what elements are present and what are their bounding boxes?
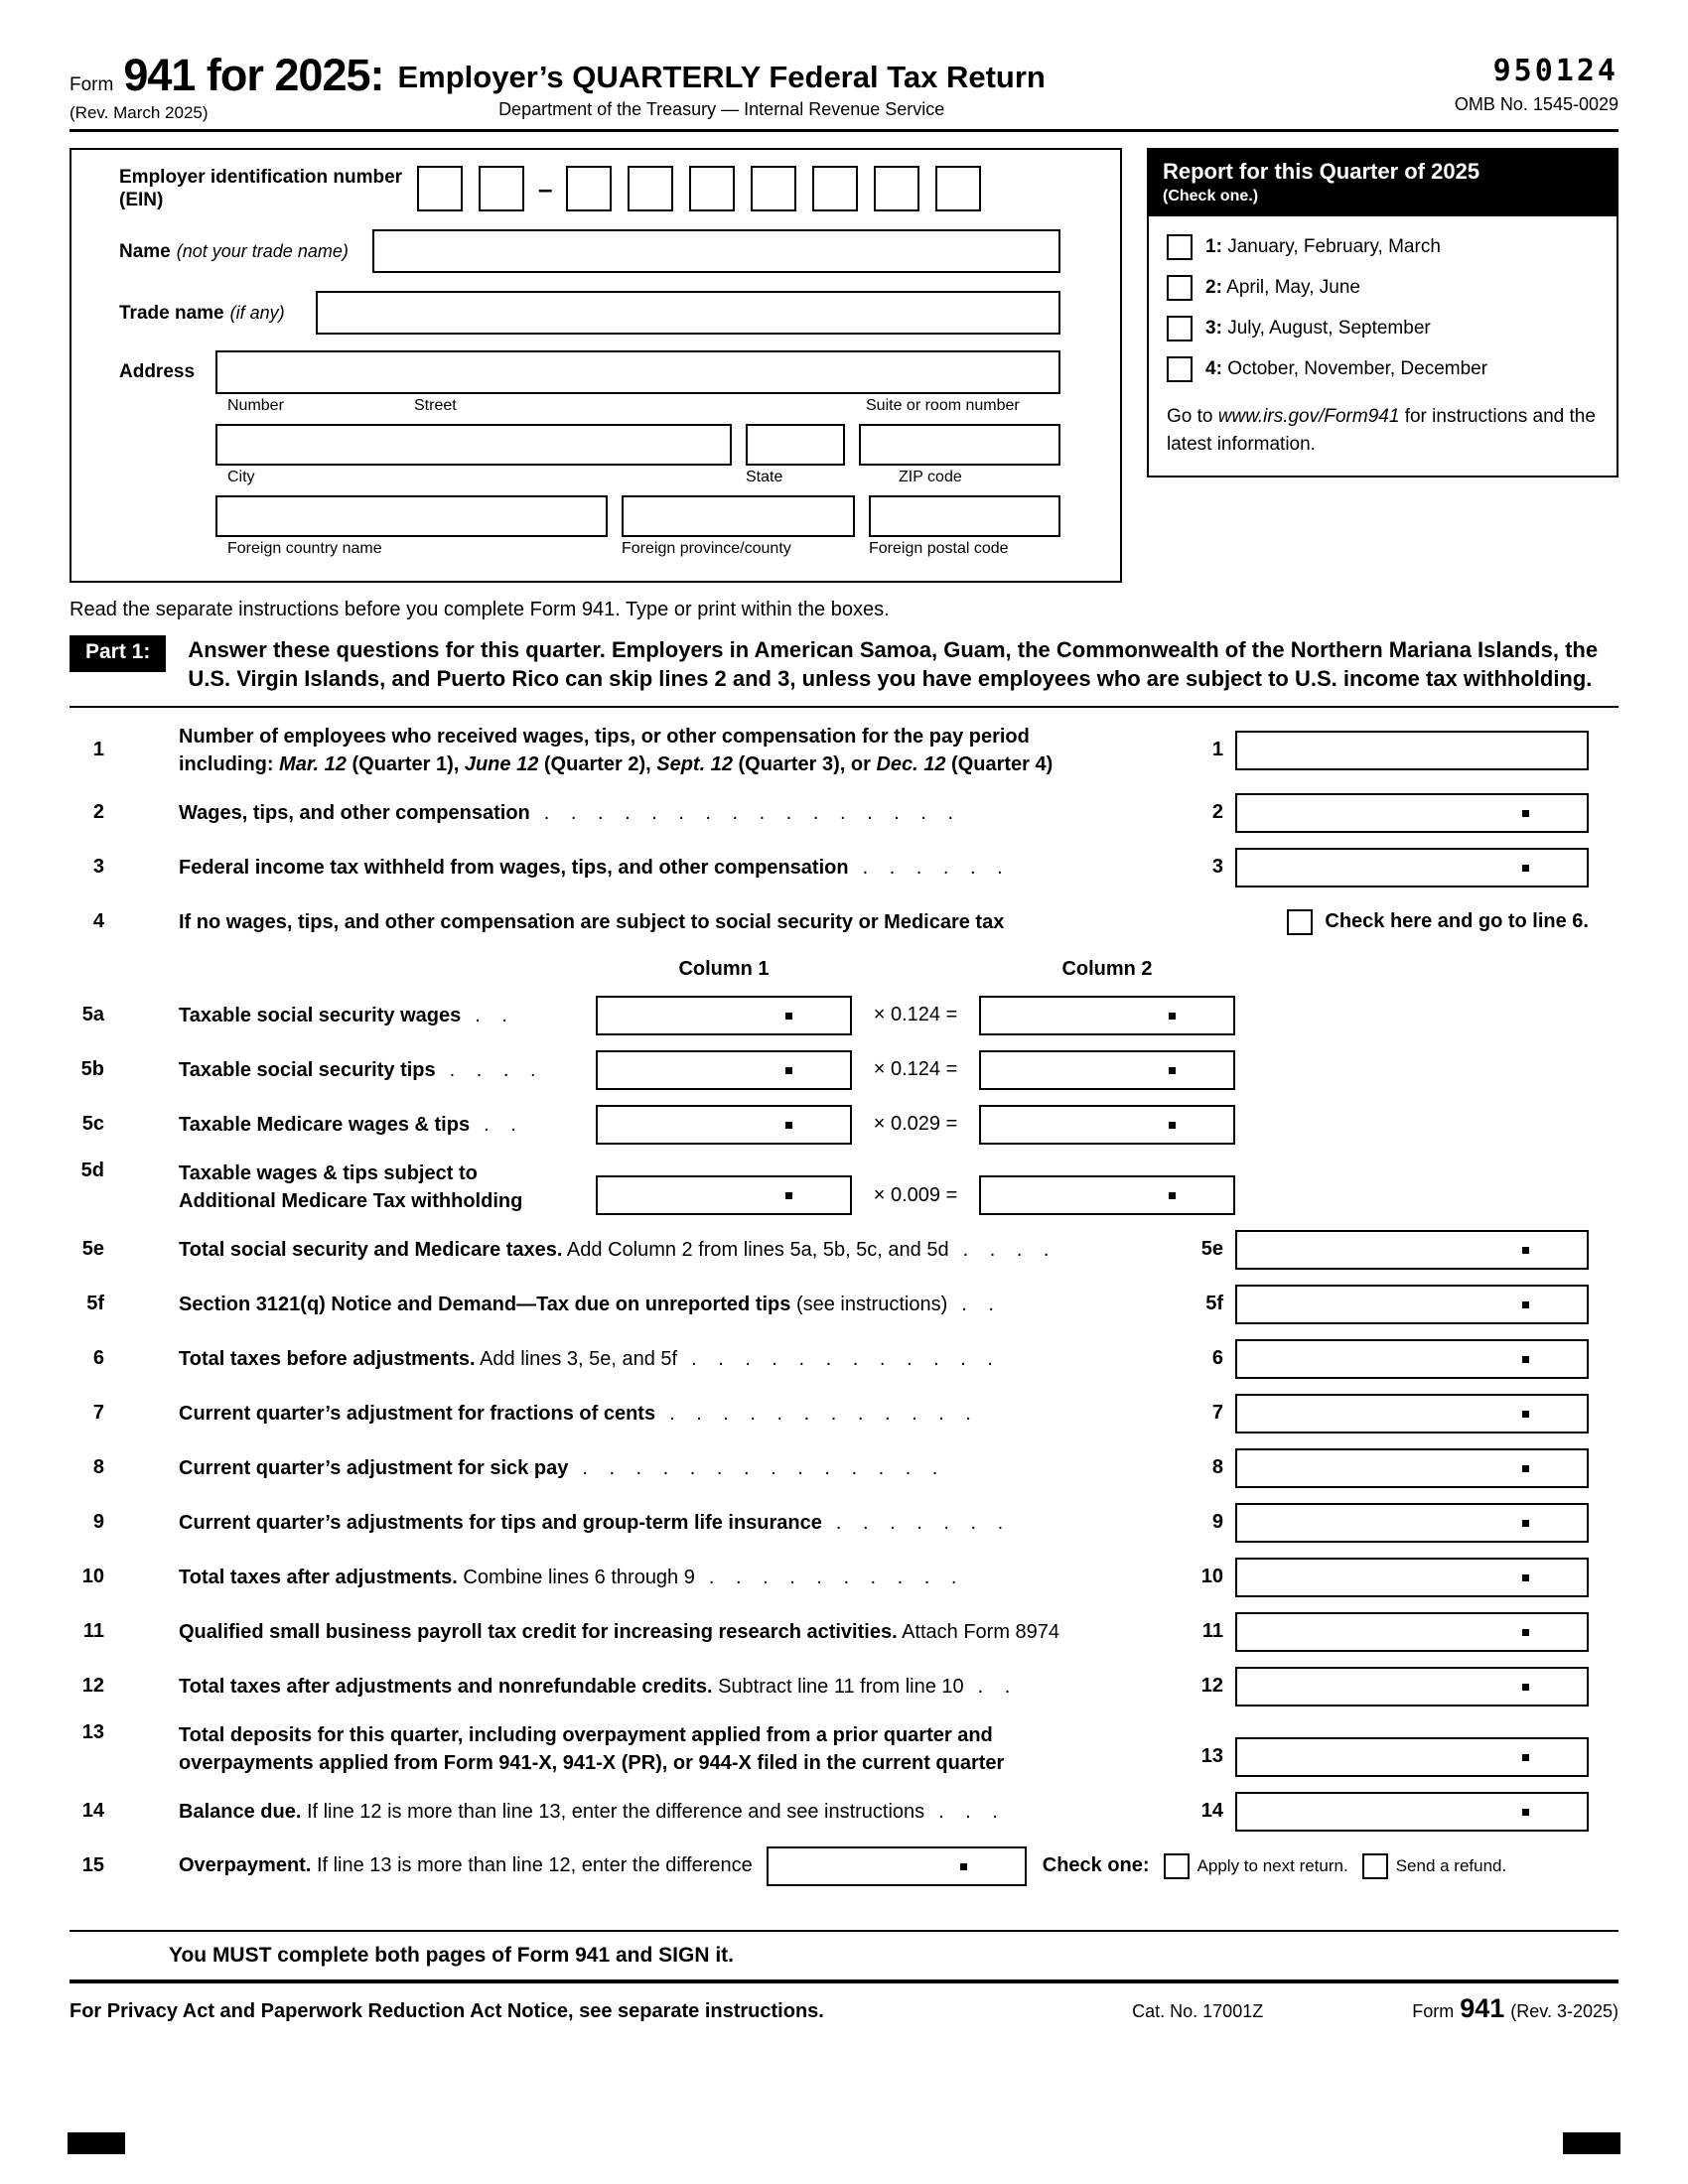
line-15-number: 15 (81, 1854, 104, 1876)
line-13-amount-input[interactable] (1235, 1737, 1589, 1777)
line-5e-row (70, 1230, 1618, 1270)
decimal-point-icon (960, 1863, 967, 1870)
form-code-block (1455, 50, 1618, 115)
dot-leader: . . . . . . . . . . . . . . (582, 1456, 946, 1479)
trade-name-hint: (if any) (229, 302, 285, 323)
line-1-employees-input[interactable] (1235, 731, 1589, 770)
city-captions (215, 469, 1060, 486)
quarter-options (1149, 216, 1617, 382)
line-9-row (70, 1503, 1618, 1543)
line-7-amount-input[interactable] (1235, 1394, 1589, 1433)
line-6-amount-input[interactable] (1235, 1339, 1589, 1379)
line-1-label: Number of employees who received wages, tips, or other compensation for the pay period including: Mar. 12 (Quarter 1), June 12 (Quarter 2), Sept. 12 (Quarter 3), or Dec. 12 (Quarter 4) (179, 725, 1054, 775)
decimal-point-icon (785, 1013, 792, 1020)
line-15-row (70, 1846, 1618, 1886)
line-7-row (70, 1394, 1618, 1433)
line-5d-multiplier: × 0.009 = (873, 1183, 958, 1206)
quarter-option-2: 2: April, May, June (1167, 275, 1599, 301)
line-14-amount-input[interactable] (1235, 1792, 1589, 1832)
line-5c-row (70, 1105, 1618, 1145)
quarter-box-header (1149, 150, 1617, 216)
line-8-label: Current quarter’s adjustment for sick pay . . . . . . . . . . . . . . (179, 1456, 946, 1479)
decimal-point-icon (785, 1122, 792, 1129)
address-row (119, 350, 1060, 567)
line-11-row (70, 1612, 1618, 1652)
ein-digit-box[interactable] (417, 166, 463, 211)
line-2-row (70, 793, 1618, 833)
foreign-province-caption: Foreign province/county (622, 540, 791, 557)
line-14-box-number: 14 (1200, 1800, 1223, 1822)
trade-name-row (119, 291, 1060, 335)
line-5d-col2-input[interactable] (979, 1175, 1235, 1215)
line-8-row (70, 1448, 1618, 1488)
employer-identity-box (70, 148, 1122, 583)
line-12-row (70, 1667, 1618, 1706)
line-5a-number: 5a (81, 1004, 104, 1025)
ein-label: Employer identification number (EIN) (119, 167, 403, 210)
quarter-box-subtitle: (Check one.) (1163, 188, 1259, 205)
line-5c-number: 5c (81, 1113, 104, 1135)
decimal-point-icon (785, 1067, 792, 1074)
line-1-box-number: 1 (1211, 739, 1223, 760)
line-3-amount-input[interactable] (1235, 848, 1589, 887)
foreign-country-input[interactable] (215, 495, 608, 537)
line-9-label: Current quarter’s adjustments for tips and group-term life insurance . . . . . . . (179, 1511, 1012, 1534)
dot-leader: . . (977, 1675, 1019, 1698)
line-5f-number: 5f (86, 1293, 104, 1314)
ein-digit-box[interactable] (689, 166, 735, 211)
foreign-country-caption: Foreign country name (227, 540, 382, 557)
line-1-row (70, 723, 1618, 778)
line-11-number: 11 (82, 1620, 104, 1642)
line-12-number: 12 (81, 1675, 104, 1697)
line-5a-col1-input[interactable] (596, 996, 852, 1035)
line-3-box-number: 3 (1211, 856, 1223, 878)
line-14-row (70, 1792, 1618, 1832)
ein-digit-box[interactable] (935, 166, 981, 211)
line-5a-multiplier: × 0.124 = (873, 1004, 958, 1025)
line-13-row (70, 1721, 1618, 1777)
line-13-box-number: 13 (1200, 1744, 1223, 1767)
scan-code: 950124 (1492, 54, 1618, 88)
dot-leader: . . . . . . . . . . . . . . . . (543, 801, 962, 824)
form-revision: (Rev. March 2025) (70, 103, 209, 122)
decimal-point-icon (1522, 1411, 1529, 1418)
address-label: Address (119, 361, 196, 382)
quarter-option-3: 3: July, August, September (1167, 316, 1599, 341)
line-2-amount-input[interactable] (1235, 793, 1589, 833)
form-word: Form (70, 74, 114, 95)
decimal-point-icon (1522, 1356, 1529, 1363)
name-input[interactable] (372, 229, 1060, 273)
decimal-point-icon (1522, 1629, 1529, 1636)
decimal-point-icon (1522, 1754, 1529, 1761)
ein-digit-box[interactable] (479, 166, 524, 211)
decimal-point-icon (1522, 1574, 1529, 1581)
line-5c-multiplier: × 0.029 = (873, 1113, 958, 1135)
footer-rule (70, 1979, 1618, 1983)
header-rule (70, 129, 1618, 132)
ein-digit-box[interactable] (812, 166, 858, 211)
quarter-select-box (1147, 148, 1618, 478)
line-5d-label: Taxable wages & tips subject to Additional Medicare Tax withholding (179, 1161, 523, 1212)
quarter-1-checkbox[interactable] (1167, 234, 1193, 260)
quarter-box-title: Report for this Quarter of 2025 (1163, 159, 1480, 184)
quarter-option-1: 1: January, February, March (1167, 234, 1599, 260)
goto-instructions-note: Go to www.irs.gov/Form941 for instructions and the latest information. (1167, 406, 1596, 455)
apply-to-next-return-checkbox[interactable] (1164, 1853, 1190, 1879)
foreign-postal-input[interactable] (869, 495, 1060, 537)
ein-digit-box[interactable] (566, 166, 612, 211)
trade-name-label: Trade name (119, 302, 224, 324)
decimal-point-icon (1169, 1067, 1176, 1074)
line-5a-row (70, 996, 1618, 1035)
column-2-header: Column 2 (1061, 957, 1153, 980)
city-input[interactable] (215, 424, 732, 466)
line-12-amount-input[interactable] (1235, 1667, 1589, 1706)
quarter-2-checkbox[interactable] (1167, 275, 1193, 301)
department-line: Department of the Treasury — Internal Revenue Service (498, 99, 945, 119)
line-10-row (70, 1558, 1618, 1597)
line-8-number: 8 (92, 1456, 104, 1478)
line-5b-number: 5b (80, 1058, 104, 1080)
line-10-box-number: 10 (1200, 1566, 1223, 1587)
street-caption: Street (414, 397, 457, 414)
dot-leader: . . (961, 1293, 1002, 1315)
line-5e-box-number: 5e (1200, 1238, 1223, 1260)
line-10-number: 10 (81, 1566, 104, 1587)
line-2-box-number: 2 (1211, 801, 1223, 823)
quarter-4-checkbox[interactable] (1167, 356, 1193, 382)
line-8-box-number: 8 (1211, 1456, 1223, 1478)
ein-digit-box[interactable] (751, 166, 796, 211)
send-a-refund-checkbox[interactable] (1362, 1853, 1388, 1879)
line-4-number: 4 (92, 910, 104, 932)
form-title-block (398, 50, 1046, 120)
foreign-captions (215, 540, 1060, 558)
dot-leader: . . . . . . . (835, 1511, 1012, 1534)
column-1-header: Column 1 (678, 957, 770, 980)
ein-digit-box[interactable] (628, 166, 673, 211)
line-5b-row (70, 1050, 1618, 1090)
quarter-3-checkbox[interactable] (1167, 316, 1193, 341)
decimal-point-icon (1522, 1247, 1529, 1254)
line-5d-row (70, 1160, 1618, 1215)
part-1-chip: Part 1: (70, 635, 166, 672)
foreign-province-input[interactable] (622, 495, 855, 537)
dot-leader: . . (475, 1004, 515, 1026)
state-input[interactable] (746, 424, 845, 466)
ein-input-group (417, 166, 1060, 211)
omb-number: OMB No. 1545-0029 (1454, 94, 1618, 114)
decimal-point-icon (785, 1192, 792, 1199)
line-15-label: Overpayment. If line 13 is more than line 12, enter the difference (179, 1854, 753, 1876)
line-7-number: 7 (92, 1402, 104, 1424)
dot-leader: . . . . . . (862, 856, 1011, 879)
address-fields (215, 350, 1060, 567)
send-a-refund-label: Send a refund. (1395, 1855, 1507, 1875)
trade-name-input[interactable] (316, 291, 1060, 335)
line-5c-label: Taxable Medicare wages & tips . . (179, 1113, 524, 1136)
name-row (119, 229, 1060, 273)
line-3-label: Federal income tax withheld from wages, tips, and other compensation . . . . . . (179, 856, 1011, 879)
line-6-box-number: 6 (1211, 1347, 1223, 1369)
zip-caption: ZIP code (899, 469, 962, 485)
line-12-label: Total taxes after adjustments and nonrefundable credits. Subtract line 11 from line 10 . . (179, 1675, 1019, 1698)
line-7-box-number: 7 (1211, 1402, 1223, 1424)
line-15-overpayment-input[interactable] (767, 1846, 1027, 1886)
line-5a-label: Taxable social security wages . . (179, 1004, 515, 1026)
street-address-input[interactable] (215, 350, 1060, 394)
line-5a-col2-input[interactable] (979, 996, 1235, 1035)
decimal-point-icon (1522, 1301, 1529, 1308)
street-captions (215, 397, 1060, 415)
part-1-heading: Answer these questions for this quarter. Employers in American Samoa, Guam, the Commonwealth of the Northern Mariana Islands, the U.S. Virgin Islands, and Puerto Rico can skip lines 2 and 3, unless you have employees who are subject to U.S. income tax withholding. (188, 637, 1599, 692)
line-5b-multiplier: × 0.124 = (873, 1058, 958, 1080)
state-caption: State (746, 469, 783, 485)
dot-leader: . . . . . . . . . . (708, 1566, 965, 1588)
form-number-title: 941 for 2025: (123, 50, 384, 100)
dot-leader: . . . . . . . . . . . . (691, 1347, 1001, 1370)
line-11-label: Qualified small business payroll tax credit for increasing research activities. Attach Form 8974 (179, 1620, 1060, 1643)
decimal-point-icon (1522, 865, 1529, 872)
line-10-amount-input[interactable] (1235, 1558, 1589, 1597)
decimal-point-icon (1522, 1684, 1529, 1691)
dot-leader: . . . . (449, 1058, 544, 1081)
name-hint: (not your trade name) (176, 240, 349, 261)
decimal-point-icon (1522, 810, 1529, 817)
line-8-amount-input[interactable] (1235, 1448, 1589, 1488)
must-complete-note: You MUST complete both pages of Form 941 and SIGN it. (70, 1930, 1618, 1979)
line-5b-label: Taxable social security tips . . . . (179, 1058, 544, 1081)
foreign-postal-caption: Foreign postal code (869, 540, 1009, 557)
line-6-number: 6 (92, 1347, 104, 1369)
line-9-amount-input[interactable] (1235, 1503, 1589, 1543)
number-caption: Number (227, 397, 284, 414)
decimal-point-icon (1169, 1122, 1176, 1129)
page-title: Employer’s QUARTERLY Federal Tax Return (397, 60, 1046, 94)
line-5f-amount-input[interactable] (1235, 1285, 1589, 1324)
city-caption: City (227, 469, 255, 485)
line-3-row (70, 848, 1618, 887)
line-5b-col1-input[interactable] (596, 1050, 852, 1090)
line-11-amount-input[interactable] (1235, 1612, 1589, 1652)
line-9-number: 9 (92, 1511, 104, 1533)
line-5e-number: 5e (81, 1238, 104, 1260)
line-12-box-number: 12 (1200, 1675, 1223, 1697)
line-5c-col2-input[interactable] (979, 1105, 1235, 1145)
line-5b-col2-input[interactable] (979, 1050, 1235, 1090)
line-5e-amount-input[interactable] (1235, 1230, 1589, 1270)
name-label: Name (119, 240, 171, 262)
privacy-act-note: For Privacy Act and Paperwork Reduction Act Notice, see separate instructions. (70, 1999, 824, 2022)
check-one-label: Check one: (1042, 1854, 1150, 1876)
catalog-number: Cat. No. 17001Z (1132, 2000, 1264, 2021)
line-4-check-label: Check here and go to line 6. (1325, 910, 1589, 932)
line-6-row (70, 1339, 1618, 1379)
ein-row (119, 166, 1060, 211)
decimal-point-icon (1522, 1809, 1529, 1816)
line-14-label: Balance due. If line 12 is more than line 13, enter the difference and see instructions . . . (179, 1800, 1006, 1823)
decimal-point-icon (1522, 1520, 1529, 1527)
registration-mark (1563, 2132, 1620, 2154)
line-13-label: Total deposits for this quarter, including overpayment applied from a prior quarter and overpayments applied from Form 941-X, 941-X (PR), or 944-X filed in the current quarter (179, 1723, 1005, 1774)
ein-digit-box[interactable] (874, 166, 919, 211)
decimal-point-icon (1169, 1013, 1176, 1020)
line-4-label: If no wages, tips, and other compensation are subject to social security or Medicare tax (179, 910, 1005, 933)
zip-input[interactable] (859, 424, 1060, 466)
part-1-header (70, 635, 1618, 708)
line-5f-row (70, 1285, 1618, 1324)
line-2-number: 2 (92, 801, 104, 823)
footer-row (70, 1993, 1618, 2024)
line-5f-label: Section 3121(q) Notice and Demand—Tax due on unreported tips (see instructions) . . (179, 1293, 1002, 1315)
line-6-label: Total taxes before adjustments. Add lines 3, 5e, and 5f . . . . . . . . . . . . (179, 1347, 1001, 1370)
part-1-lines (70, 723, 1618, 1886)
line-5d-col1-input[interactable] (596, 1175, 852, 1215)
line-9-box-number: 9 (1211, 1511, 1223, 1533)
apply-to-next-return-label: Apply to next return. (1196, 1855, 1348, 1875)
line-5d-number: 5d (80, 1159, 104, 1181)
irs-url: www.irs.gov/Form941 (1217, 406, 1400, 427)
decimal-point-icon (1522, 1465, 1529, 1472)
line-5c-col1-input[interactable] (596, 1105, 852, 1145)
dot-leader: . . . . . . . . . . . . (669, 1402, 979, 1425)
line-14-number: 14 (81, 1800, 104, 1822)
column-headers (70, 958, 1618, 981)
line-3-number: 3 (92, 856, 104, 878)
decimal-point-icon (1169, 1192, 1176, 1199)
line-7-label: Current quarter’s adjustment for fractions of cents . . . . . . . . . . . . (179, 1402, 979, 1425)
quarter-option-4: 4: October, November, December (1167, 356, 1599, 382)
line-4-row (70, 902, 1618, 942)
dot-leader: . . . (938, 1800, 1006, 1823)
line-10-label: Total taxes after adjustments. Combine lines 6 through 9 . . . . . . . . . . (179, 1566, 965, 1588)
line-2-label: Wages, tips, and other compensation . . . . . . . . . . . . . . . . (179, 801, 962, 824)
line-13-number: 13 (81, 1720, 104, 1743)
read-instructions-note: Read the separate instructions before you complete Form 941. Type or print within the boxes. (70, 599, 890, 620)
line-11-box-number: 11 (1201, 1620, 1223, 1642)
form-header (70, 50, 1618, 123)
dot-leader: . . . . (962, 1238, 1057, 1261)
registration-mark (68, 2132, 125, 2154)
dot-leader: . . (484, 1113, 524, 1136)
footer-form-id: Form 941 (Rev. 3-2025) (1412, 1992, 1618, 2023)
line-4-checkbox[interactable] (1287, 909, 1313, 935)
form-id-block (70, 50, 384, 123)
line-1-number: 1 (92, 739, 104, 760)
line-5e-label: Total social security and Medicare taxes. Add Column 2 from lines 5a, 5b, 5c, and 5d . . . . (179, 1238, 1057, 1261)
line-5f-box-number: 5f (1205, 1293, 1223, 1314)
ein-dash: – (538, 173, 553, 204)
suite-caption: Suite or room number (866, 397, 1020, 414)
